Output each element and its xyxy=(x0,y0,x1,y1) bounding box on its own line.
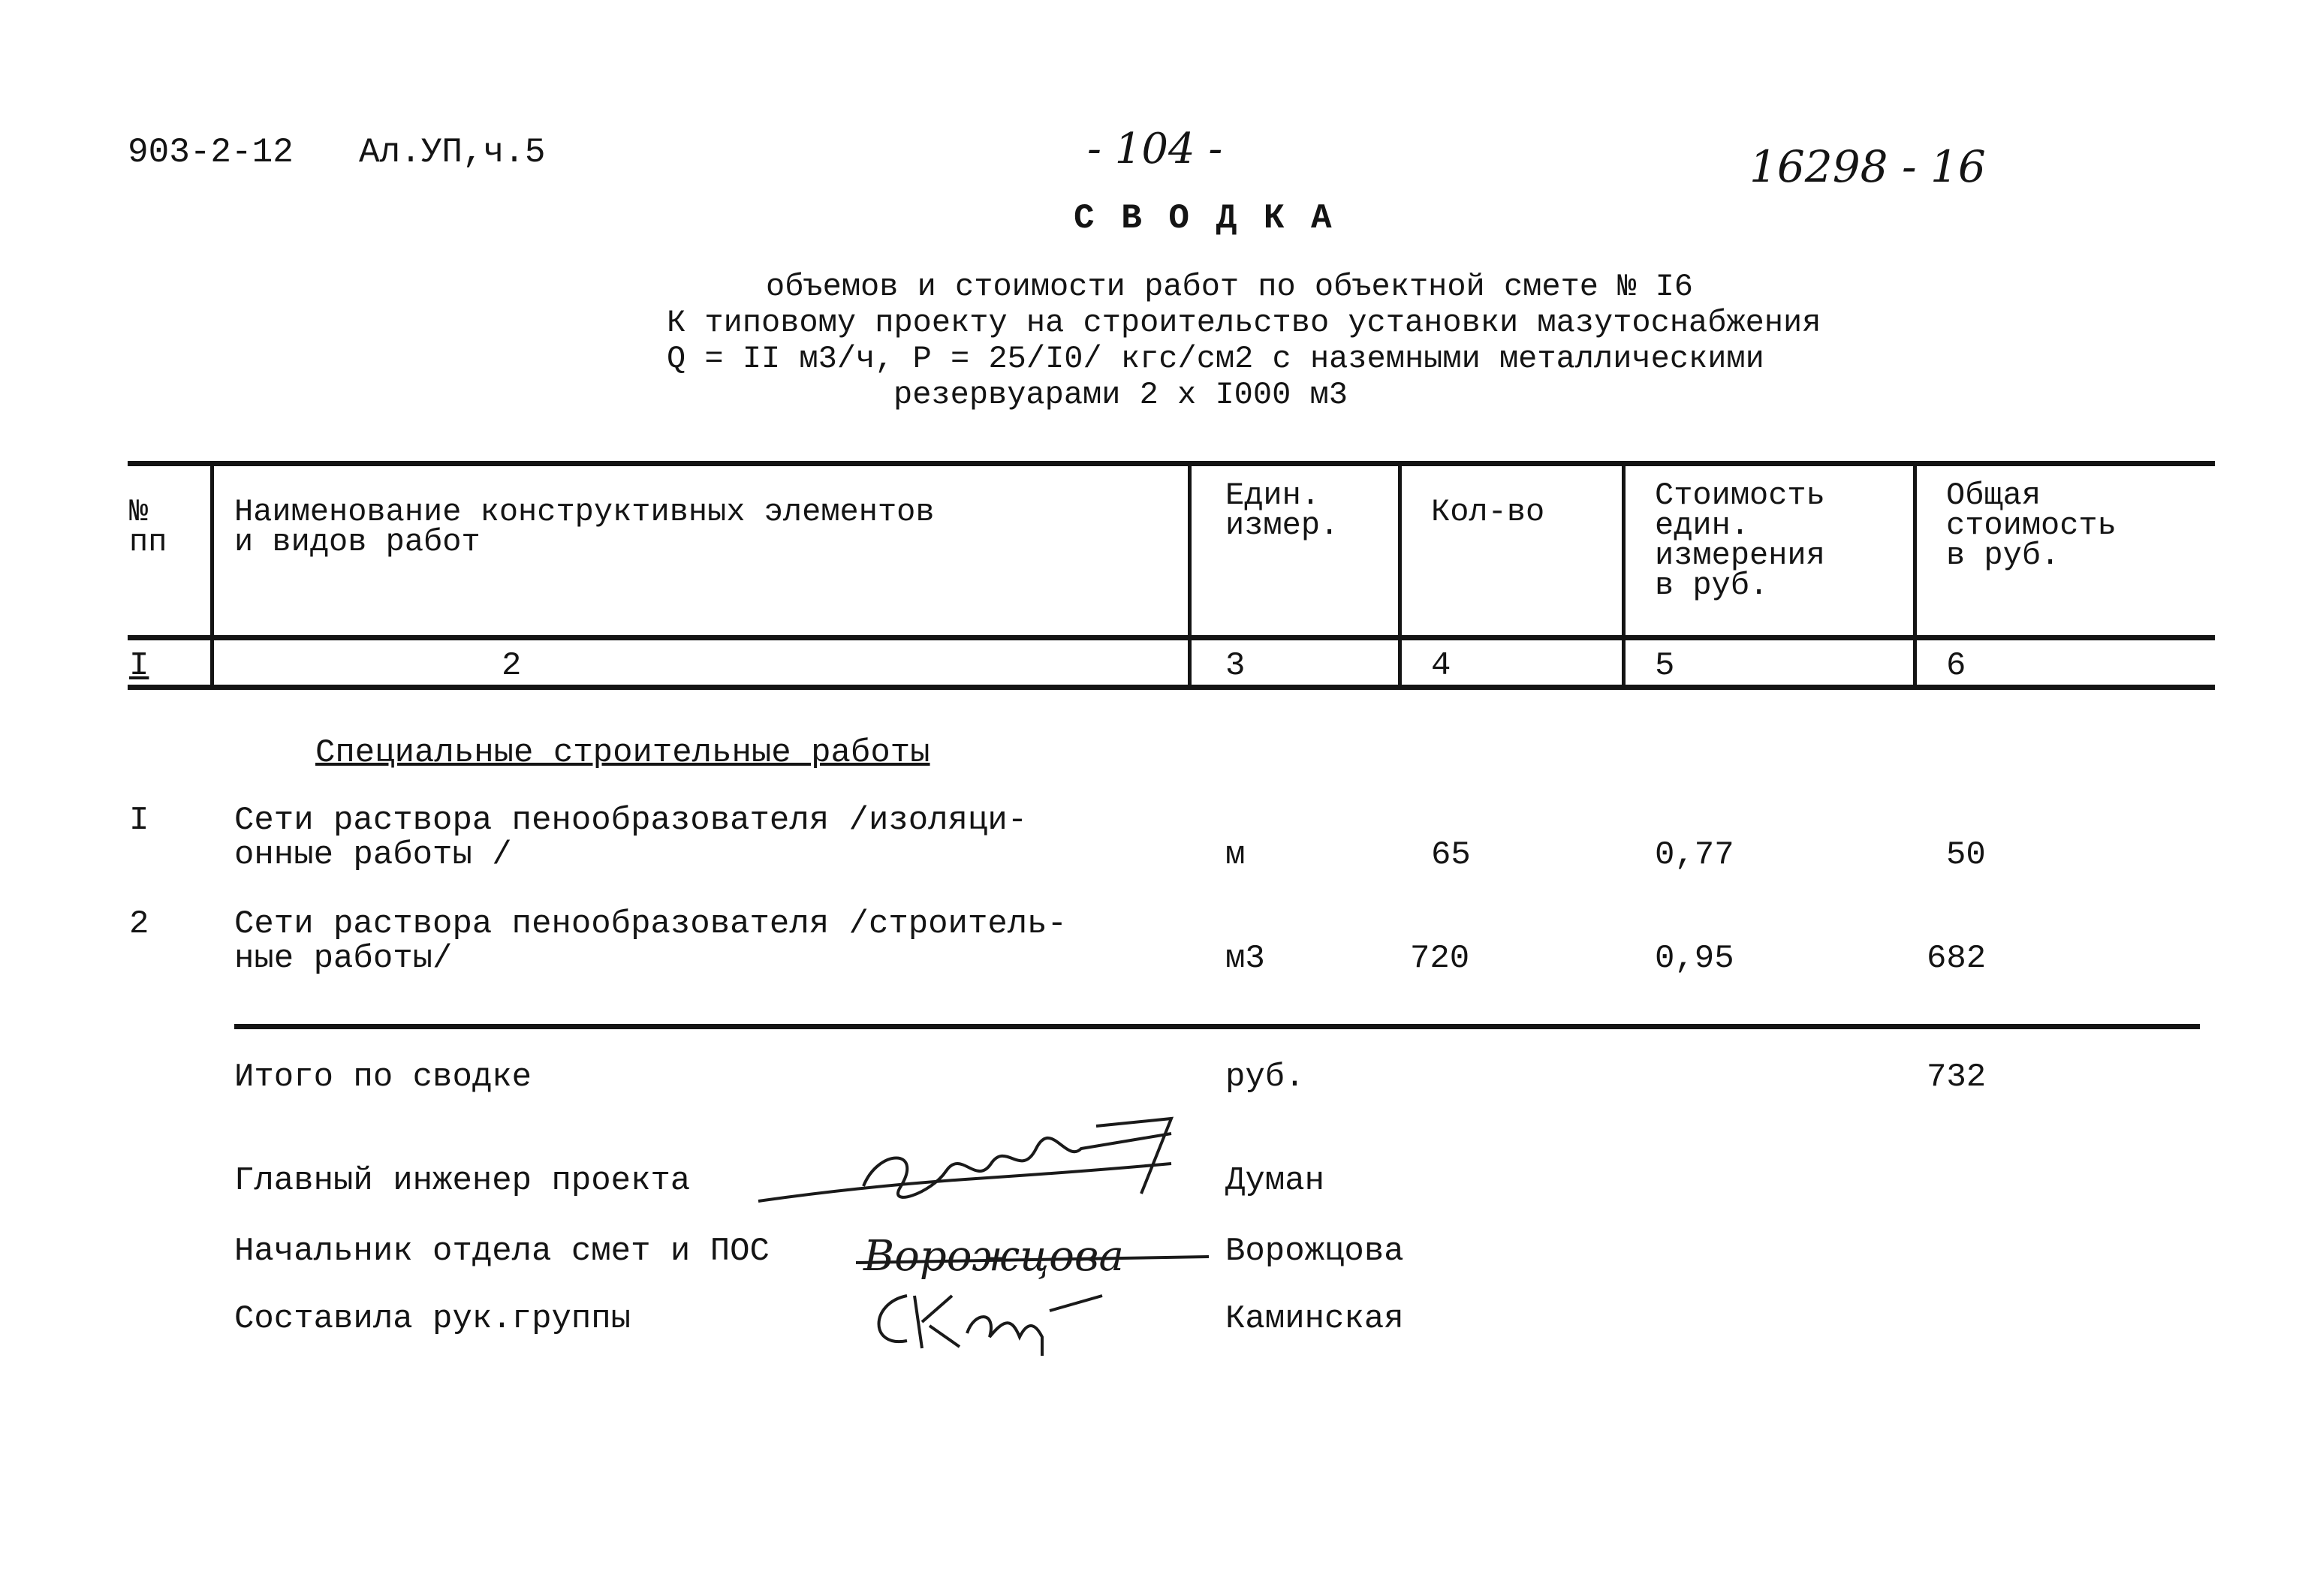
subtitle-line-4: резервуарами 2 х I000 м3 xyxy=(893,377,1348,413)
row-unit: м3 xyxy=(1225,940,1265,977)
header-total-cost: Общая стоимость в руб. xyxy=(1946,477,2117,574)
signature-role: Составила рук.группы xyxy=(234,1300,631,1338)
row-unit-cost: 0,95 xyxy=(1655,940,1734,977)
album-reference: Ал.УП,ч.5 xyxy=(359,133,546,172)
signature-name: Думан xyxy=(1225,1162,1325,1200)
column-divider xyxy=(1188,461,1192,690)
row-name-line-1: Сети раствора пенообразователя /изоляци- xyxy=(234,802,1028,839)
header-unit: Един. измер. xyxy=(1225,477,1339,544)
summary-divider xyxy=(234,1024,2200,1029)
column-divider xyxy=(1913,461,1917,690)
summary-unit: руб. xyxy=(1225,1058,1305,1096)
signature-role: Начальник отдела смет и ПОС xyxy=(234,1233,770,1270)
svg-text:Ворожцова: Ворожцова xyxy=(863,1232,1124,1281)
row-name-line-1: Сети раствора пенообразователя /строитель- xyxy=(234,905,1067,943)
signature-name: Каминская xyxy=(1225,1300,1404,1338)
row-total: 50 xyxy=(1946,836,1986,874)
header-bottom-border xyxy=(128,635,2215,640)
column-divider xyxy=(1398,461,1402,690)
subtitle-line-2: К типовому проекту на строительство установки мазутоснабжения xyxy=(667,305,1821,341)
section-title: Специальные строительные работы xyxy=(315,734,930,772)
signature-role: Главный инженер проекта xyxy=(234,1162,691,1200)
column-numbers-bottom-border xyxy=(128,685,2215,690)
group-leader-signature xyxy=(862,1281,1110,1363)
row-unit-cost: 0,77 xyxy=(1655,836,1734,874)
row-total: 682 xyxy=(1927,940,1987,977)
column-number: 3 xyxy=(1225,647,1246,685)
row-number: 2 xyxy=(129,905,149,943)
chief-engineer-signature xyxy=(751,1104,1186,1216)
row-quantity: 720 xyxy=(1410,940,1470,977)
inventory-number: 16298 - 16 xyxy=(1749,141,1986,192)
header-unit-cost: Стоимость един. измерения в руб. xyxy=(1655,477,1825,604)
column-number: 5 xyxy=(1655,647,1675,685)
column-divider xyxy=(210,461,214,690)
row-number: I xyxy=(129,802,149,839)
row-name-line-2: онные работы / xyxy=(234,836,512,874)
signature-name: Ворожцова xyxy=(1225,1233,1404,1270)
summary-label: Итого по сводке xyxy=(234,1058,532,1096)
header-name: Наименование конструктивных элементов и видов работ xyxy=(234,494,935,560)
column-number: 2 xyxy=(502,647,522,685)
subtitle-line-3: Q = II м3/ч, P = 25/I0/ кгс/см2 с наземными металлическими xyxy=(667,341,1764,377)
column-number: 6 xyxy=(1946,647,1966,685)
row-name-line-2: ные работы/ xyxy=(234,940,453,977)
header-number: № пп xyxy=(129,494,167,560)
document-code: 903-2-12 xyxy=(128,133,294,172)
document-title: С В О Д К А xyxy=(1074,199,1335,238)
column-number: I xyxy=(129,647,149,685)
column-number: 4 xyxy=(1431,647,1451,685)
header-quantity: Кол-во xyxy=(1431,494,1545,530)
column-divider xyxy=(1622,461,1626,690)
page-number: - 104 - xyxy=(1087,125,1223,173)
row-quantity: 65 xyxy=(1431,836,1471,874)
row-unit: м xyxy=(1225,836,1246,874)
summary-total: 732 xyxy=(1927,1058,1987,1096)
table-top-border xyxy=(128,461,2215,466)
subtitle-line-1: объемов и стоимости работ по объектной смете № I6 xyxy=(766,269,1694,305)
